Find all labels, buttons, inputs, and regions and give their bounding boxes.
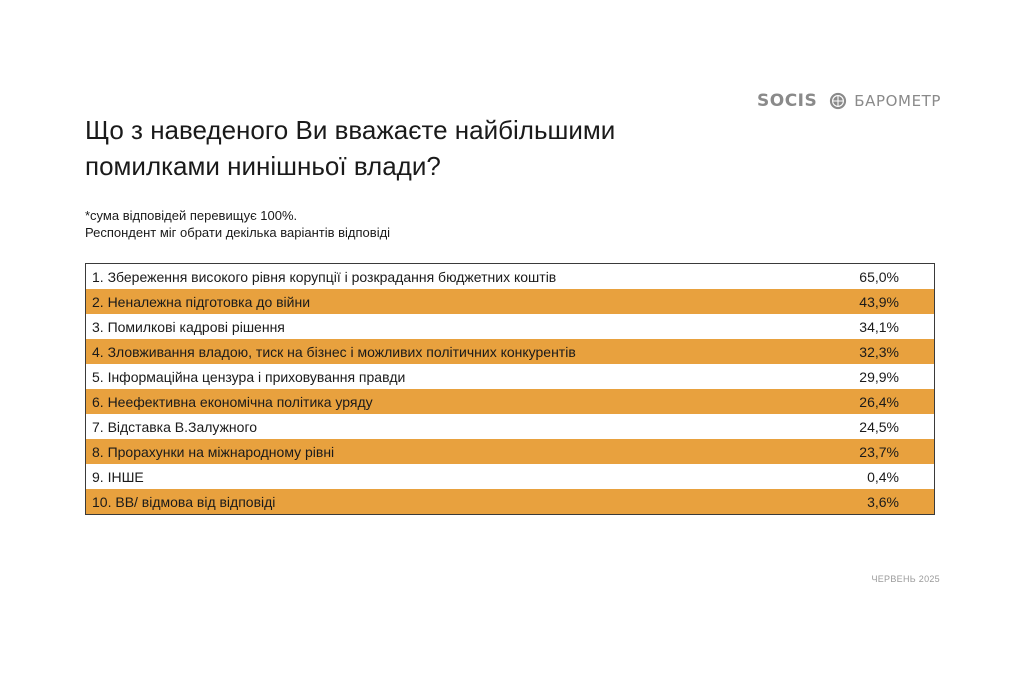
table-row: [86, 314, 935, 339]
row-value: 3,6%: [773, 489, 935, 515]
row-value: 65,0%: [773, 264, 935, 290]
row-label: 6. Неефективна економічна політика уряду: [86, 389, 774, 414]
row-value: 0,4%: [773, 464, 935, 489]
row-label: 10. ВВ/ відмова від відповіді: [86, 489, 774, 515]
table-row: [86, 364, 935, 389]
footnote-line-1: *сума відповідей перевищує 100%.: [85, 208, 298, 223]
footnote-line-2: Респондент міг обрати декілька варіантів відповіді: [85, 225, 391, 240]
row-label: 9. ІНШЕ: [86, 464, 774, 489]
table-row: [86, 264, 935, 290]
row-label: 5. Інформаційна цензура і приховування правди: [86, 364, 774, 389]
brand-logo: [757, 90, 941, 112]
row-value: 23,7%: [773, 439, 935, 464]
results-table: [85, 263, 935, 515]
row-label: 2. Неналежна підготовка до війни: [86, 289, 774, 314]
row-label: 7. Відставка В.Залужного: [86, 414, 774, 439]
row-value: 34,1%: [773, 314, 935, 339]
title-line-2: помилками нинішньої влади?: [85, 151, 441, 181]
row-label: 1. Збереження високого рівня корупції і розкрадання бюджетних коштів: [86, 264, 774, 290]
table-row: [86, 414, 935, 439]
table-row: [86, 489, 935, 515]
table-row: [86, 339, 935, 364]
title-line-1: Що з наведеного Ви вважаєте найбільшими: [85, 115, 616, 145]
row-value: 29,9%: [773, 364, 935, 389]
logo-barometer-text: БАРОМЕТР: [854, 92, 942, 110]
footnote: [85, 207, 390, 241]
row-label: 4. Зловживання владою, тиск на бізнес і можливих політичних конкурентів: [86, 339, 774, 364]
row-value: 24,5%: [773, 414, 935, 439]
row-value: 26,4%: [773, 389, 935, 414]
row-value: 43,9%: [773, 289, 935, 314]
table-row: [86, 439, 935, 464]
table-row: [86, 464, 935, 489]
page-title: [85, 112, 645, 184]
row-value: 32,3%: [773, 339, 935, 364]
table-row: [86, 389, 935, 414]
globe-emblem-icon: [829, 92, 847, 110]
footer-date: ЧЕРВЕНЬ 2025: [871, 574, 940, 584]
row-label: 3. Помилкові кадрові рішення: [86, 314, 774, 339]
logo-socis-text: SOCIS: [757, 91, 818, 111]
table-row: [86, 289, 935, 314]
row-label: 8. Прорахунки на міжнародному рівні: [86, 439, 774, 464]
